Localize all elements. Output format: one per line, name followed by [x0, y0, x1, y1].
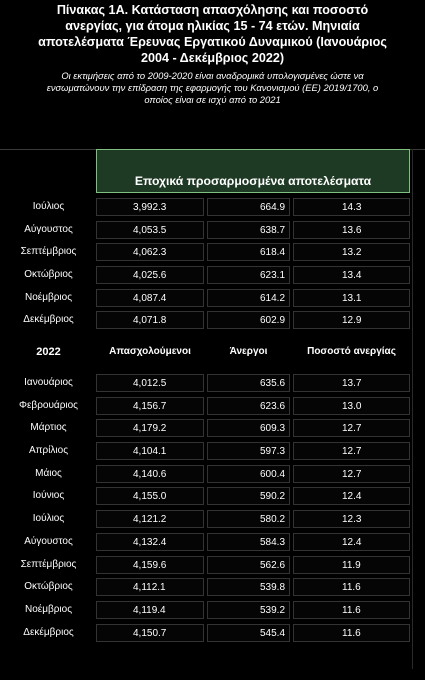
employed-cell: 4,179.2	[96, 419, 204, 437]
rate-cell: 11.6	[293, 601, 410, 619]
methodology-note: Οι εκτιμήσεις από το 2009-2020 είναι αναδρομικά υπολογισμένες ώστε να ενσωματώνουν την επίδραση της εφαρμογής του Κανονισμού (ΕΕ) 2019/1700, ο οποίος είναι σε ισχύ από το 2021	[46, 70, 379, 105]
rate-cell: 13.4	[293, 266, 410, 284]
rate-cell: 11.6	[293, 624, 410, 642]
table-row	[0, 622, 425, 645]
column-header-employed: Απασχολούμενοι	[109, 346, 191, 357]
employed-cell: 4,119.4	[96, 601, 204, 619]
rate-cell: 11.9	[293, 556, 410, 574]
employed-cell: 4,012.5	[96, 374, 204, 392]
employed-cell: 4,156.7	[96, 397, 204, 415]
unemployed-cell: 580.2	[207, 510, 290, 528]
unemployed-cell: 664.9	[207, 198, 290, 216]
rate-cell: 13.6	[293, 221, 410, 239]
month-cell: Απρίλιος	[28, 445, 69, 457]
month-cell: Σεπτέμβριος	[20, 558, 77, 570]
month-cell: Αύγουστος	[24, 223, 73, 235]
table-row	[0, 531, 425, 554]
table-2022	[0, 372, 425, 644]
table-title: Πίνακας 1Α. Κατάσταση απασχόλησης και ποσοστό ανεργίας, για άτομα ηλικίας 15 - 74 ετών. Μηνιαία αποτελέσματα Έρευνας Εργατικού Δυναμικού (Ιανουάριος 2004 - Δεκέμβριος 2022)	[38, 3, 387, 65]
month-cell: Οκτώβριος	[24, 581, 73, 593]
unemployed-cell: 614.2	[207, 289, 290, 307]
month-cell: Μάρτιος	[30, 422, 67, 434]
rate-cell: 14.3	[293, 198, 410, 216]
employed-cell: 3,992.3	[96, 198, 204, 216]
table-row	[0, 372, 425, 395]
table-row	[0, 241, 425, 264]
employed-cell: 4,150.7	[96, 624, 204, 642]
column-header-unemployed: Άνεργοι	[229, 346, 268, 357]
rate-cell: 12.4	[293, 533, 410, 551]
table-row	[0, 219, 425, 242]
rate-cell: 12.9	[293, 311, 410, 329]
employed-cell: 4,121.2	[96, 510, 204, 528]
section-header	[96, 149, 410, 193]
rate-cell: 11.6	[293, 578, 410, 596]
month-cell: Νοέμβριος	[24, 603, 73, 615]
table-row	[0, 196, 425, 219]
month-cell: Σεπτέμβριος	[20, 246, 77, 258]
rate-cell: 12.7	[293, 419, 410, 437]
table-2021	[0, 196, 425, 332]
month-cell: Δεκέμβριος	[23, 626, 74, 638]
employed-cell: 4,140.6	[96, 465, 204, 483]
unemployed-cell: 562.6	[207, 556, 290, 574]
unemployed-cell: 600.4	[207, 465, 290, 483]
employed-cell: 4,159.6	[96, 556, 204, 574]
unemployed-cell: 539.2	[207, 601, 290, 619]
table-row	[0, 576, 425, 599]
unemployed-cell: 618.4	[207, 243, 290, 261]
month-cell: Αύγουστος	[24, 535, 73, 547]
rate-cell: 13.0	[293, 397, 410, 415]
table-row	[0, 463, 425, 486]
employed-cell: 4,062.3	[96, 243, 204, 261]
month-cell: Ιούλιος	[32, 513, 65, 525]
unemployed-cell: 584.3	[207, 533, 290, 551]
employed-cell: 4,071.8	[96, 311, 204, 329]
unemployed-cell: 602.9	[207, 311, 290, 329]
rate-cell: 12.7	[293, 465, 410, 483]
month-cell: Ιούλιος	[32, 201, 65, 212]
unemployed-cell: 638.7	[207, 221, 290, 239]
employed-cell: 4,053.5	[96, 221, 204, 239]
unemployed-cell: 609.3	[207, 419, 290, 437]
rate-cell: 13.2	[293, 243, 410, 261]
table-row	[0, 599, 425, 622]
employed-cell: 4,104.1	[96, 442, 204, 460]
unemployed-cell: 539.8	[207, 578, 290, 596]
year-header-row	[0, 335, 425, 371]
table-row	[0, 485, 425, 508]
table-row	[0, 417, 425, 440]
employed-cell: 4,132.4	[96, 533, 204, 551]
rate-cell: 13.1	[293, 289, 410, 307]
employed-cell: 4,112.1	[96, 578, 204, 596]
employed-cell: 4,155.0	[96, 487, 204, 505]
table-row	[0, 395, 425, 418]
unemployed-cell: 623.6	[207, 397, 290, 415]
month-cell: Οκτώβριος	[24, 269, 73, 281]
unemployed-cell: 597.3	[207, 442, 290, 460]
section-header-label: Εποχικά προσαρμοσμένα αποτελέσματα	[134, 174, 372, 188]
unemployed-cell: 545.4	[207, 624, 290, 642]
table-row	[0, 440, 425, 463]
rate-cell: 12.7	[293, 442, 410, 460]
month-cell: Δεκέμβριος	[23, 314, 74, 326]
month-cell: Φεβρουάριος	[19, 399, 78, 411]
table-row	[0, 508, 425, 531]
table-row	[0, 309, 425, 332]
unemployed-cell: 623.1	[207, 266, 290, 284]
rate-cell: 12.4	[293, 487, 410, 505]
employed-cell: 4,087.4	[96, 289, 204, 307]
rate-cell: 12.3	[293, 510, 410, 528]
month-cell: Ιανουάριος	[24, 377, 73, 388]
table-row	[0, 264, 425, 287]
unemployed-cell: 635.6	[207, 374, 290, 392]
table-row	[0, 287, 425, 310]
unemployed-cell: 590.2	[207, 487, 290, 505]
rate-cell: 13.7	[293, 374, 410, 392]
month-cell: Ιούνιος	[32, 490, 65, 502]
month-cell: Νοέμβριος	[24, 291, 73, 303]
column-header-rate: Ποσοστό ανεργίας	[307, 346, 396, 357]
year-label: 2022	[36, 346, 61, 358]
month-cell: Μάιος	[35, 467, 62, 479]
employed-cell: 4,025.6	[96, 266, 204, 284]
table-row	[0, 554, 425, 577]
